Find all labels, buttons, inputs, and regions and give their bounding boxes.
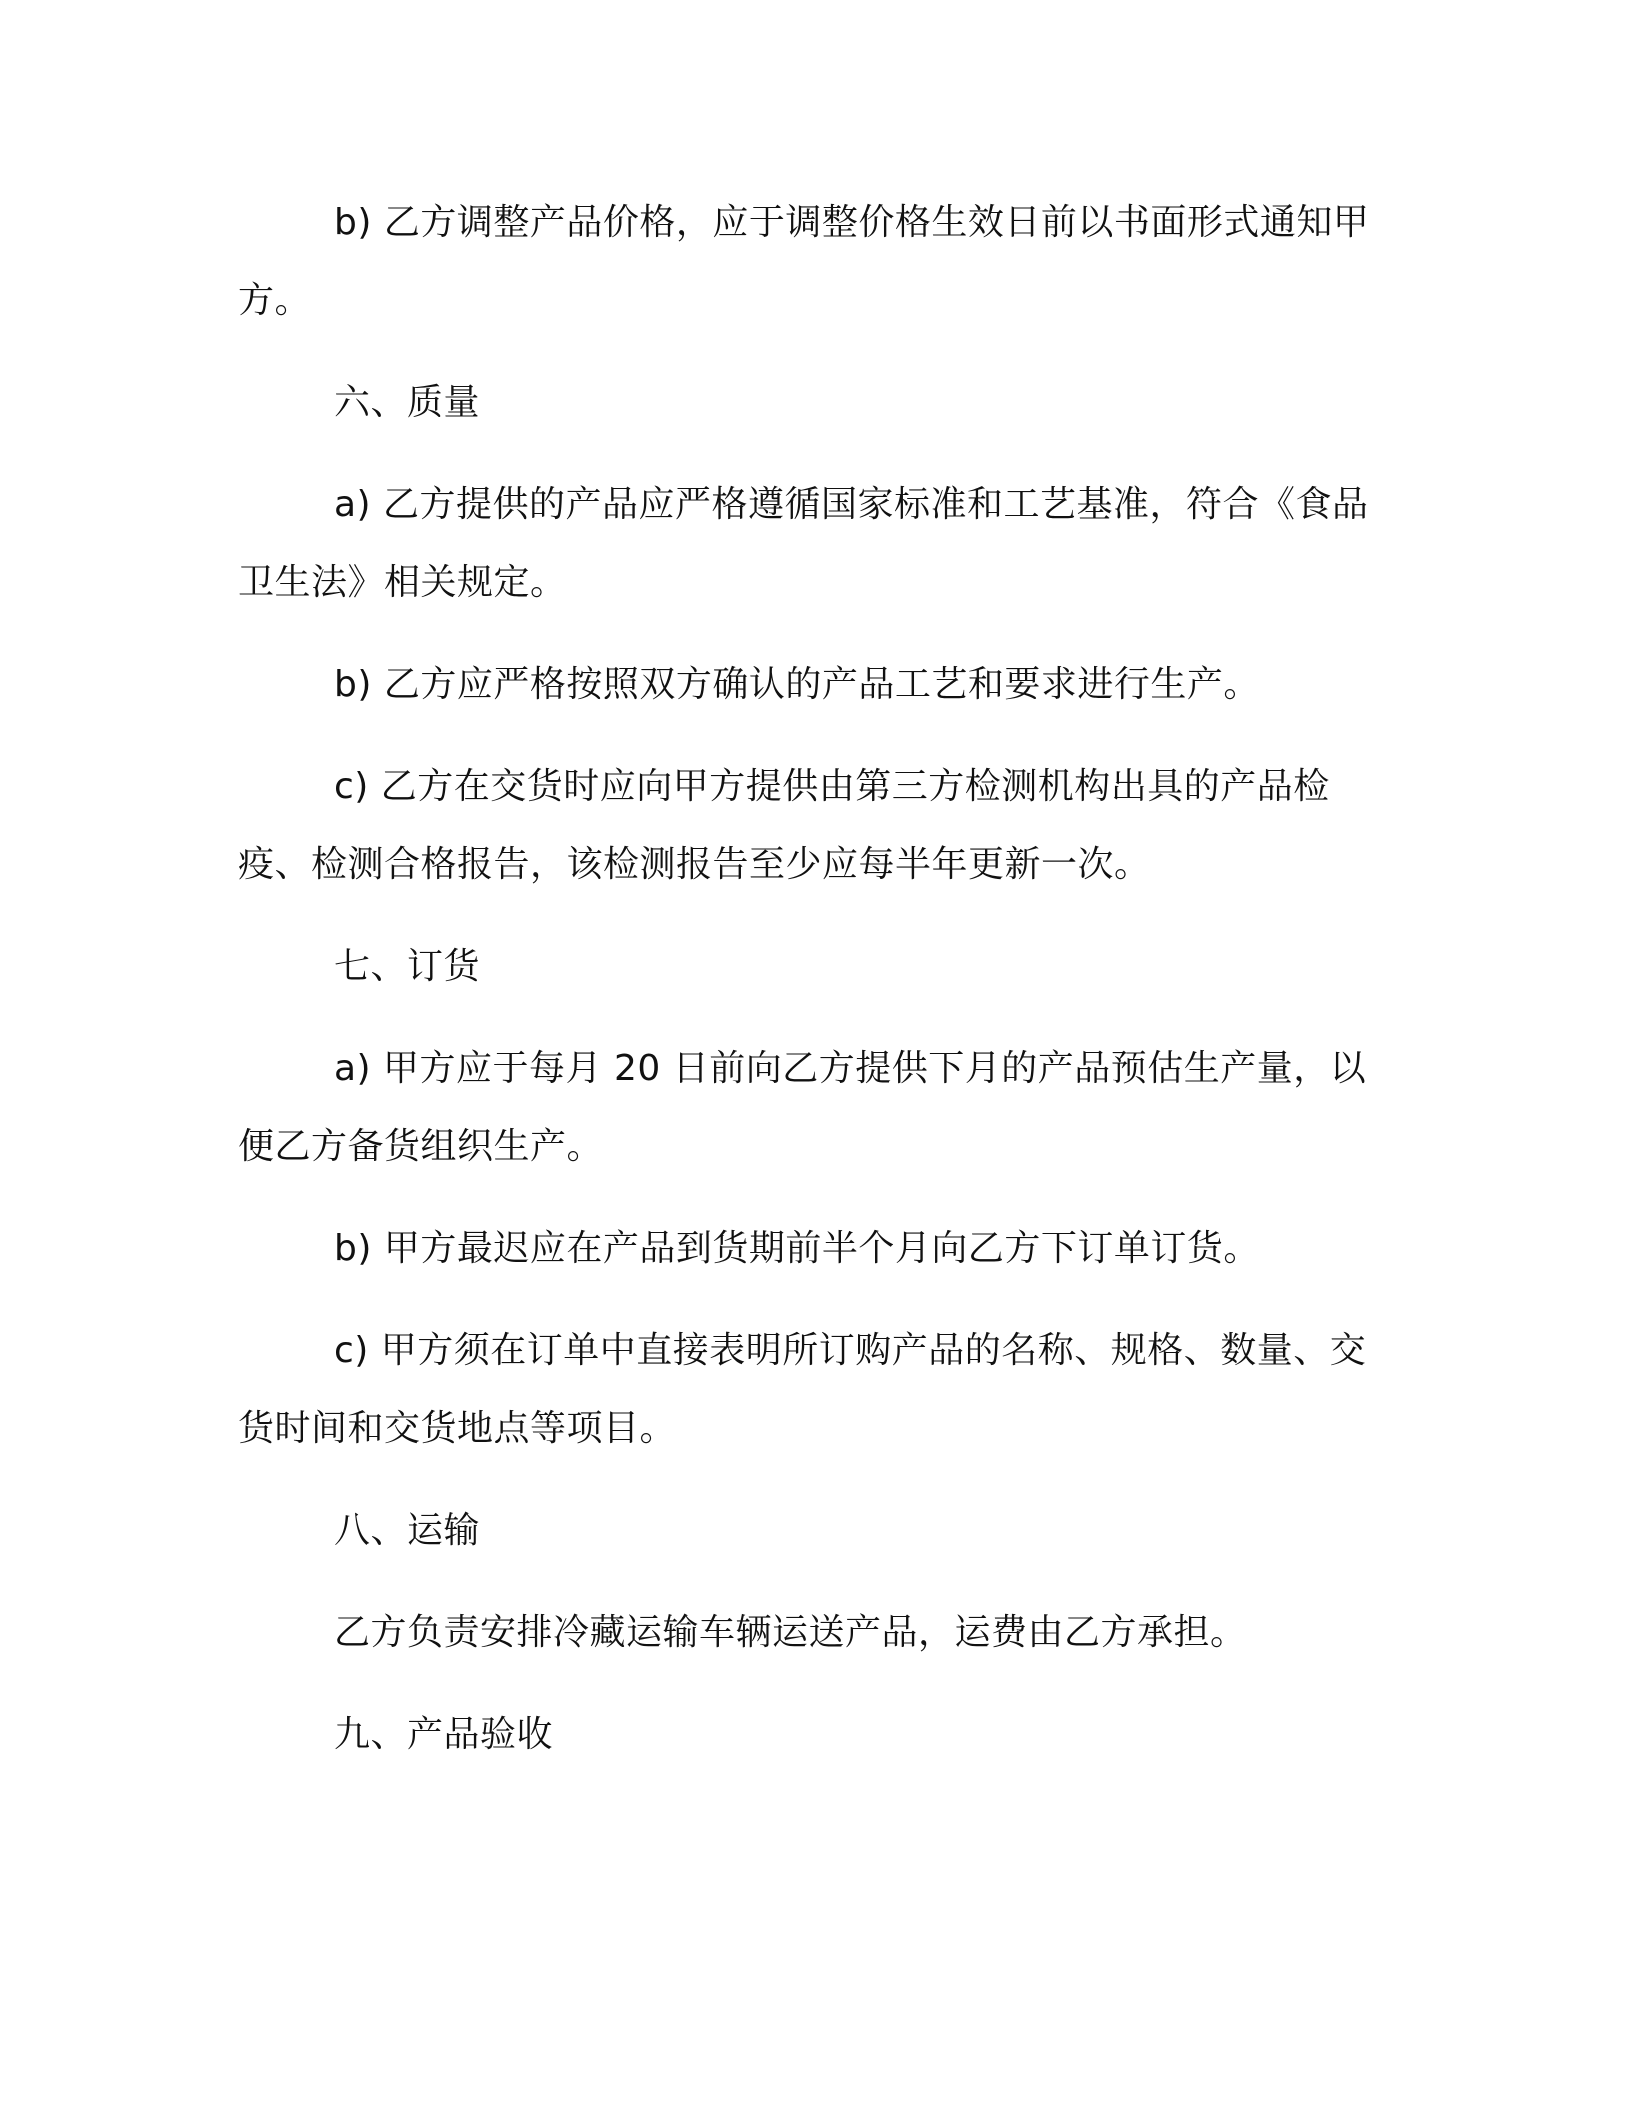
clause-6c-inspection-report: c) 乙方在交货时应向甲方提供由第三方检测机构出具的产品检疫、检测合格报告，该检测报告至少应每半年更新一次。	[238, 766, 1330, 885]
clause-6a-standards: a) 乙方提供的产品应严格遵循国家标准和工艺基准，符合《食品卫生法》相关规定。	[238, 484, 1369, 603]
clause-7b-order-deadline: b) 甲方最迟应在产品到货期前半个月向乙方下订单订货。	[334, 1228, 1260, 1269]
clause-5b-price-adjustment: b) 乙方调整产品价格，应于调整价格生效日前以书面形式通知甲方。	[238, 202, 1370, 321]
clause-8-transport: 乙方负责安排冷藏运输车辆运送产品，运费由乙方承担。	[334, 1612, 1247, 1653]
clause-6b-production: b) 乙方应严格按照双方确认的产品工艺和要求进行生产。	[334, 664, 1260, 705]
clause-7a-forecast: a) 甲方应于每月 20 日前向乙方提供下月的产品预估生产量，以便乙方备货组织生产。	[238, 1048, 1367, 1167]
section-heading-transport: 八、运输	[334, 1510, 481, 1551]
section-heading-ordering: 七、订货	[334, 946, 481, 987]
section-heading-acceptance: 九、产品验收	[334, 1714, 554, 1755]
document-body	[238, 184, 1378, 1774]
clause-7c-order-contents: c) 甲方须在订单中直接表明所订购产品的名称、规格、数量、交货时间和交货地点等项目。	[238, 1330, 1367, 1449]
section-heading-quality: 六、质量	[334, 382, 481, 423]
